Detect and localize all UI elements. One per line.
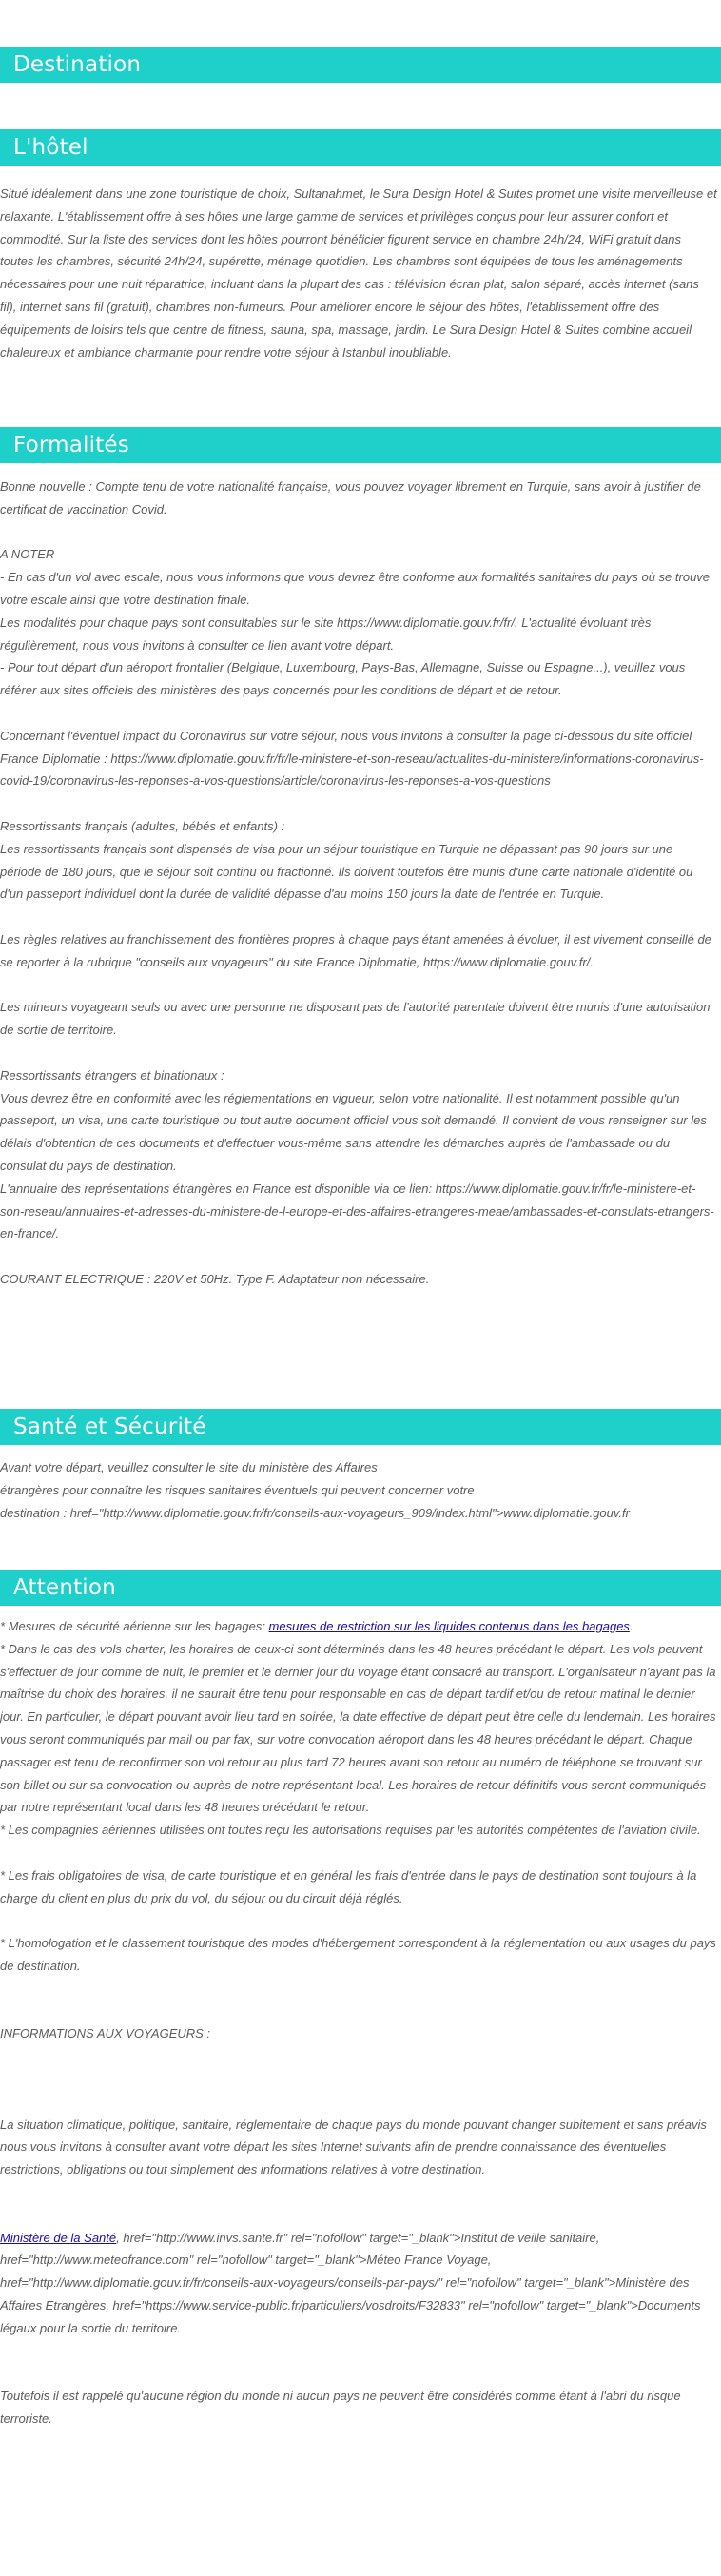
attention-section — [0, 1570, 721, 2430]
visa-fees: * Les frais obligatoires de visa, de carte touristique et en général les frais d'entrée dans le pays de destination sont toujours à la charge du client en plus du prix du vol, du séjour ou du circuit déjà réglés. — [0, 1867, 697, 1905]
minors-paragraph: Les mineurs voyageant seuls ou avec une personne ne disposant pas de l'autorité parentale doivent être munis d'une autorisation de sortie de territoire. — [0, 1000, 711, 1038]
liquids-restriction-link[interactable]: mesures de restriction sur les liquides contenus dans les bagages — [268, 1619, 630, 1633]
hotel-description: Situé idéalement dans une zone touristique de choix, Sultanahmet, le Sura Design Hotel & Suites promet une visite merveilleuse et relaxante. L'établissement offre à ses hôtes une large gamme de services et privilèges conçus pour leur assurer confort et commodité. Sur la liste des services dont les hôtes pourront bénéficier figurent service en chambre 24h/24, WiFi gratuit dans toutes les chambres, sécurité 24h/24, supérette, ménage quotidien. Les chambres sont équipées de tous les aménagements nécessaires pour une nuit réparatrice, incluant dans la plupart des cas : télévision écran plat, salon séparé, accès internet (sans fil), internet sans fil (gratuit), chambres non-fumeurs. Pour améliorer encore le séjour des hôtes, l'établissement offre des équipements de loisirs tels que centre de fitness, sauna, spa, massage, jardin. Le Sura Design Hotel & Suites combine accueil chaleureux et ambiance charmante pour rendre votre séjour à Istanbul inoubliable. — [0, 186, 717, 360]
travel-info-line-2: nous vous invitons à consulter avant votre départ les sites Internet suivants afin de prendre connaissance des éventuelles restrictions, obligations ou tout simplement des informations relatives à votre destination. — [0, 2139, 667, 2177]
hotel-section — [0, 129, 721, 363]
formalites-body — [0, 476, 721, 1291]
charter-flights: * Dans le cas des vols charter, les horaires de ceux-ci sont déterminés dans les 48 heures précédant le départ. Les vols peuvent s'effectuer de jour comme de nuit, le premier et le dernier jour du voyage étant consacré au transport. L'organisateur n'ayant pas la maîtrise du choix des horaires, il ne saurait être tenu pour responsable en cas de départ tardif et/ou de retour matinal le dernier jour. En particulier, le départ pouvant avoir lieu tard en soirée, la date effective de départ peut être celle du lendemain. Les horaires vous seront communiqués par mail ou par fax, sur votre convocation aéroport dans les 48 heures précédant le départ. Chaque passager est tenu de reconfirmer son vol retour au plus tard 72 heures avant son retour au numéro de téléphone se trouvant sur son billet ou sur sa convocation ou auprès de notre représentant local. Les horaires de retour définitifs vous seront communiqués par notre représentant local dans les 48 heures précédant le retour. — [0, 1641, 716, 1815]
travel-info-title: INFORMATIONS AUX VOYAGEURS : — [0, 2026, 211, 2041]
note-title: A NOTER — [0, 547, 55, 562]
useful-links-text: , href="http://www.invs.sante.fr" rel="nofollow" target="_blank">Institut de veille sanitaire, href="http://www.meteofrance.com" rel="nofollow" target="_blank">Méteo France Voyage, href="http://www.diplomatie.gouv.fr/fr/conseils-aux-voyageurs/conseils-par-pays/" rel="nofollow" target="_blank">Ministère des Affaires Etrangères, href="https://www.service-public.fr/particuliers/vosdroits/F32833" rel="nofollow" target="_blank">Documents légaux pour la sortie du territoire. — [0, 2230, 701, 2335]
attention-heading: Attention — [0, 1570, 721, 1606]
sante-line-3: destination : href="http://www.diplomatie.gouv.fr/fr/conseils-aux-voyageurs_909/index.html">www.diplomatie.gouv.fr — [0, 1505, 630, 1520]
luggage-security-suffix: . — [629, 1619, 633, 1633]
electric-current: COURANT ELECTRIQUE : 220V et 50Hz. Type F. Adaptateur non nécessaire. — [0, 1271, 430, 1286]
accommodation-classification: * L'homologation et le classement touristique des modes d'hébergement correspondent à la réglementation ou aux usages du pays de destination. — [0, 1936, 716, 1973]
terrorism-warning: Toutefois il est rappelé qu'aucune région du monde ni aucun pays ne peuvent être considérés comme étant à l'abri du risque terroriste. — [0, 2389, 681, 2426]
border-rules-paragraph: Les règles relatives au franchissement des frontières propres à chaque pays étant amenées à évoluer, il est vivement conseillé de se reporter à la rubrique "conseils aux voyageurs" du site France Diplomatie, https://www.diplomatie.gouv.fr/. — [0, 931, 711, 969]
sante-body — [0, 1456, 721, 1524]
embassies-directory: L'annuaire des représentations étrangères en France est disponible via ce lien: https://www.diplomatie.gouv.fr/fr/le-ministere-et-son-reseau/annuaires-et-adresses-du-ministere-de-l-europe-et-des-affaires-etrangeres-meae/ambassades-et-consulats-etrangers-en-france/. — [0, 1181, 714, 1241]
note-stopover: - En cas d'un vol avec escale, nous vous informons que vous devrez être conforme aux formalités sanitaires du pays où se trouve votre escale ainsi que votre destination finale. — [0, 570, 711, 607]
foreigners-text: Vous devrez être en conformité avec les réglementations en vigueur, selon votre nationalité. Il est notamment possible qu'un passeport, un visa, une carte touristique ou tout autre document officiel vous soit demandé. Il convient de vous renseigner sur les délais d'obtention de ces documents et d'effectuer vous-même sans attendre les démarches auprès de l'ambassade ou du consulat du pays de destination. — [0, 1090, 707, 1173]
destination-section — [0, 47, 721, 83]
luggage-security — [0, 1615, 717, 1638]
sante-line-2: étrangères pour connaître les risques sanitaires éventuels qui peuvent concerner votre — [0, 1482, 475, 1497]
useful-links — [0, 2227, 717, 2340]
hotel-heading: L'hôtel — [0, 129, 721, 166]
formalites-heading: Formalités — [0, 427, 721, 463]
covid-paragraph: Bonne nouvelle : Compte tenu de votre nationalité française, vous pouvez voyager librement en Turquie, sans avoir à justifier de certificat de vaccination Covid. — [0, 479, 701, 517]
note-border-airport: - Pour tout départ d'un aéroport frontalier (Belgique, Luxembourg, Pays-Bas, Allemagne, Suisse ou Espagne...), veuillez vous référer aux sites officiels des ministères des pays concernés pour les conditions de départ et de retour. — [0, 660, 686, 698]
note-modalities: Les modalités pour chaque pays sont consultables sur le site https://www.diplomatie.gouv.fr/fr/. L'actualité évoluant très régulièrement, nous vous invitons à consulter ce lien avant votre départ. — [0, 615, 652, 653]
french-nationals-text: Les ressortissants français sont dispensés de visa pour un séjour touristique en Turquie ne dépassant pas 90 jours sur une période de 180 jours, que le séjour soit continu ou fractionné. Ils doivent toutefois être munis d'une carte nationale d'identité ou d'un passeport individuel dont la durée de validité dépasse d'au moins 150 jours la date de l'entrée en Turquie. — [0, 841, 693, 902]
travel-info-line-1: La situation climatique, politique, sanitaire, réglementaire de chaque pays du monde pouvant changer subitement et sans préavis — [0, 2117, 707, 2132]
luggage-security-label: * Mesures de sécurité aérienne sur les bagages: — [0, 1619, 269, 1633]
sante-heading: Santé et Sécurité — [0, 1409, 721, 1445]
attention-body — [0, 1615, 721, 2430]
french-nationals-title: Ressortissants français (adultes, bébés et enfants) : — [0, 818, 285, 833]
hotel-description-block — [0, 183, 721, 363]
ministere-sante-link[interactable]: Ministère de la Santé — [0, 2230, 117, 2245]
destination-heading: Destination — [0, 47, 721, 83]
foreigners-title: Ressortissants étrangers et binationaux : — [0, 1067, 224, 1083]
airlines-authorization: * Les compagnies aériennes utilisées ont toutes reçu les autorisations requises par les autorités compétentes de l'aviation civile. — [0, 1823, 701, 1838]
sante-line-1: Avant votre départ, veuillez consulter le site du ministère des Affaires — [0, 1460, 378, 1474]
sante-section — [0, 1409, 721, 1524]
coronavirus-paragraph: Concernant l'éventuel impact du Coronavirus sur votre séjour, nous vous invitons à consulter la page ci-dessous du site officiel France Diplomatie : https://www.diplomatie.gouv.fr/fr/le-ministere-et-son-reseau/actualites-du-ministere/informations-coronavirus-covid-19/coronavirus-les-reponses-a-vos-questions/article/coronavirus-les-reponses-a-vos-questions — [0, 728, 704, 789]
formalites-section — [0, 427, 721, 1291]
